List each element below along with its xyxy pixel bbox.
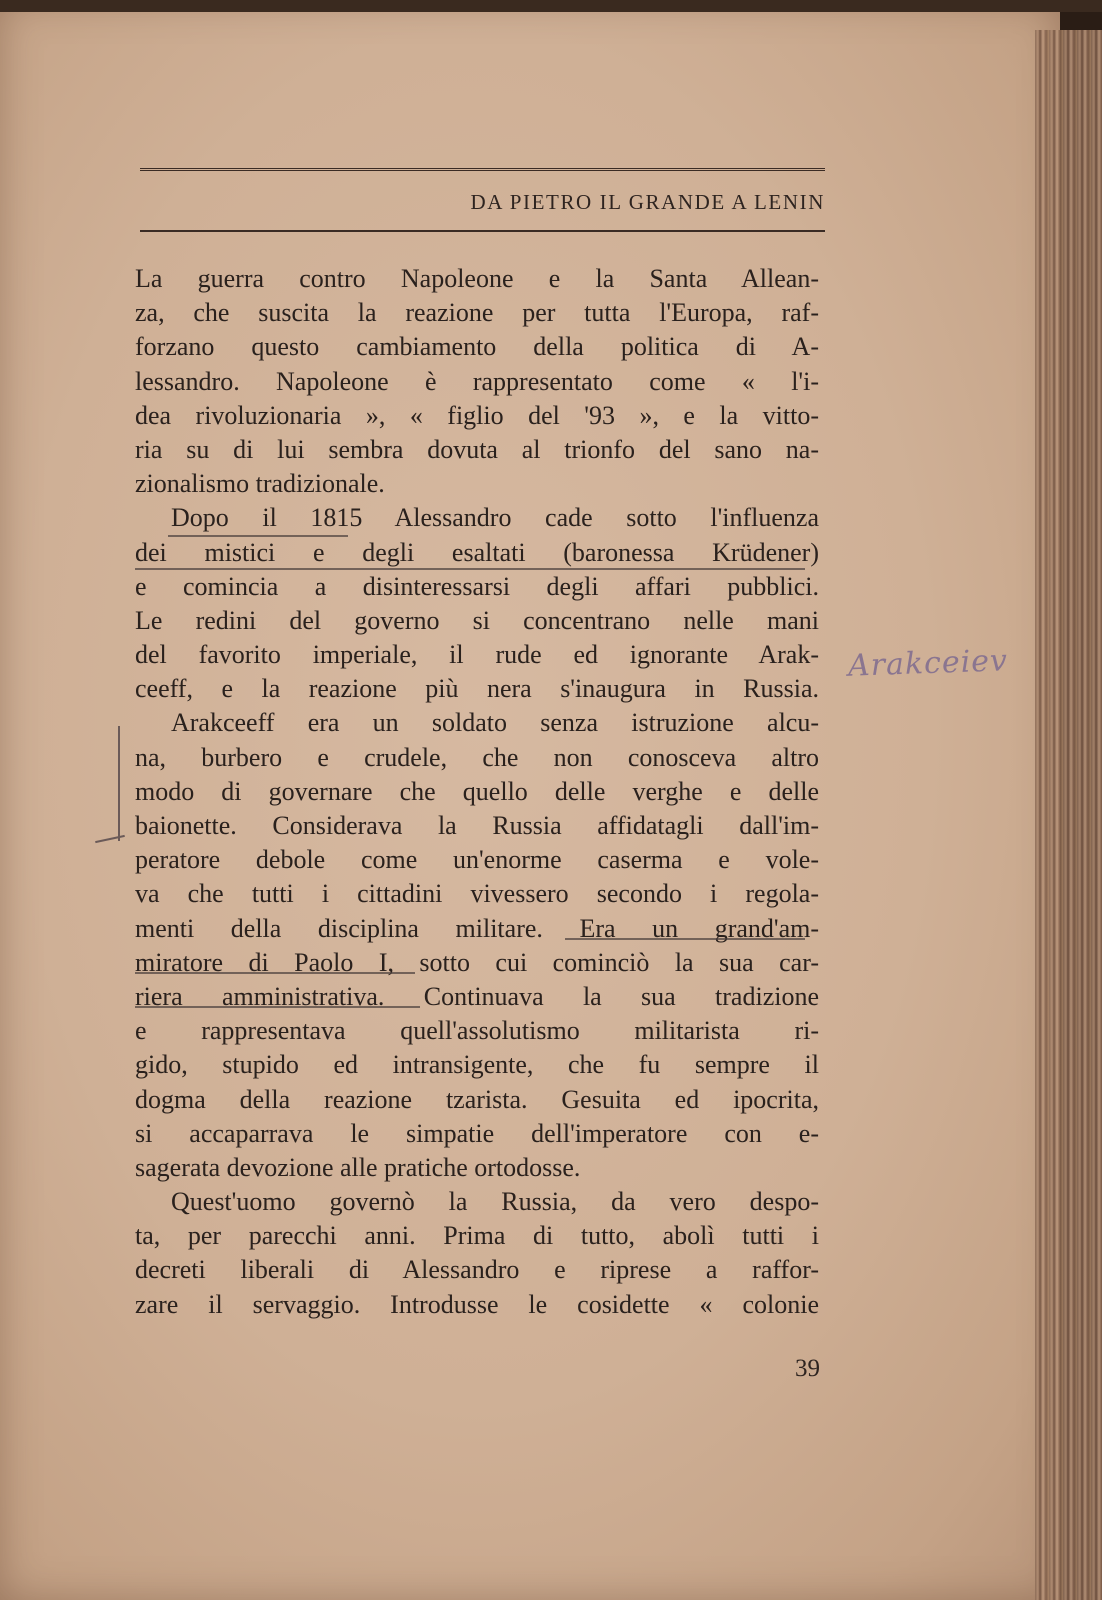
pencil-margin-bracket: [118, 726, 130, 841]
text-line: ta, per parecchi anni. Prima di tutto, abolì tutti i: [135, 1221, 819, 1251]
text-line: del favorito imperiale, il rude ed ignorante Arak-: [135, 640, 819, 670]
text-line: zare il servaggio. Introdusse le cosidette « colonie: [135, 1289, 819, 1319]
pencil-underline: [135, 568, 805, 570]
page-number: 39: [795, 1355, 820, 1382]
pencil-underline: [168, 535, 348, 537]
text-line: e rappresentava quell'assolutismo militarista ri-: [135, 1016, 819, 1046]
text-line: peratore debole come un'enorme caserma e vole-: [135, 845, 819, 875]
pencil-underline: [565, 938, 805, 940]
text-line: decreti liberali di Alessandro e riprese a raffor-: [135, 1255, 819, 1285]
text-line: lessandro. Napoleone è rappresentato come « l'i-: [135, 366, 819, 396]
text-line: ceeff, e la reazione più nera s'inaugura in Russia.: [135, 674, 819, 704]
page-top-shadow: [0, 0, 1102, 12]
text-line: dea rivoluzionaria », « figlio del '93 », e la vitto-: [135, 400, 819, 430]
text-line: dei mistici e degli esaltati (baronessa Krüdener): [135, 537, 819, 567]
text-line: baionette. Considerava la Russia affidatagli dall'im-: [135, 811, 819, 840]
pencil-underline: [135, 1006, 420, 1008]
text-line: La guerra contro Napoleone e la Santa Allean-: [135, 264, 819, 293]
text-line: si accaparrava le simpatie dell'imperatore con e-: [135, 1118, 819, 1148]
text-line: forzano questo cambiamento della politica di A-: [135, 332, 819, 362]
text-line: sagerata devozione alle pratiche ortodosse.: [135, 1152, 581, 1182]
header-rule-bottom: [140, 230, 825, 232]
text-line: modo di governare che quello delle verghe e delle: [135, 776, 819, 806]
running-title: DA PIETRO IL GRANDE A LENIN: [470, 190, 825, 214]
text-line: ria su di lui sembra dovuta al trionfo del sano na-: [135, 434, 819, 464]
text-line: va che tutti i cittadini vivessero secondo i regola-: [135, 879, 819, 909]
text-line: Dopo il 1815 Alessandro cade sotto l'influenza: [171, 503, 819, 533]
text-line: riera amministrativa. Continuava la sua tradizione: [135, 981, 819, 1011]
text-line: e comincia a disinteressarsi degli affari pubblici.: [135, 571, 819, 601]
text-line: menti della disciplina militare. Era un grand'am-: [135, 913, 819, 943]
text-line: za, che suscita la reazione per tutta l'Europa, raf-: [135, 298, 819, 328]
header-rule-top: [140, 168, 825, 171]
pencil-underline: [135, 972, 415, 974]
text-line: Arakceeff era un soldato senza istruzione alcu-: [171, 708, 819, 738]
text-line: Quest'uomo governò la Russia, da vero despo-: [171, 1187, 819, 1217]
text-line: gido, stupido ed intransigente, che fu sempre il: [135, 1050, 819, 1080]
text-line: Le redini del governo si concentrano nelle mani: [135, 605, 819, 635]
text-line: na, burbero e crudele, che non conosceva altro: [135, 742, 819, 772]
body-text: [135, 262, 819, 1322]
page-stack-edge: [1035, 30, 1102, 1600]
text-line: zionalismo tradizionale.: [135, 469, 385, 499]
handwritten-margin-note: Arakceiev: [847, 643, 1009, 684]
text-line: dogma della reazione tzarista. Gesuita ed ipocrita,: [135, 1084, 819, 1114]
text-line: miratore di Paolo I, sotto cui cominciò la sua car-: [135, 947, 819, 977]
